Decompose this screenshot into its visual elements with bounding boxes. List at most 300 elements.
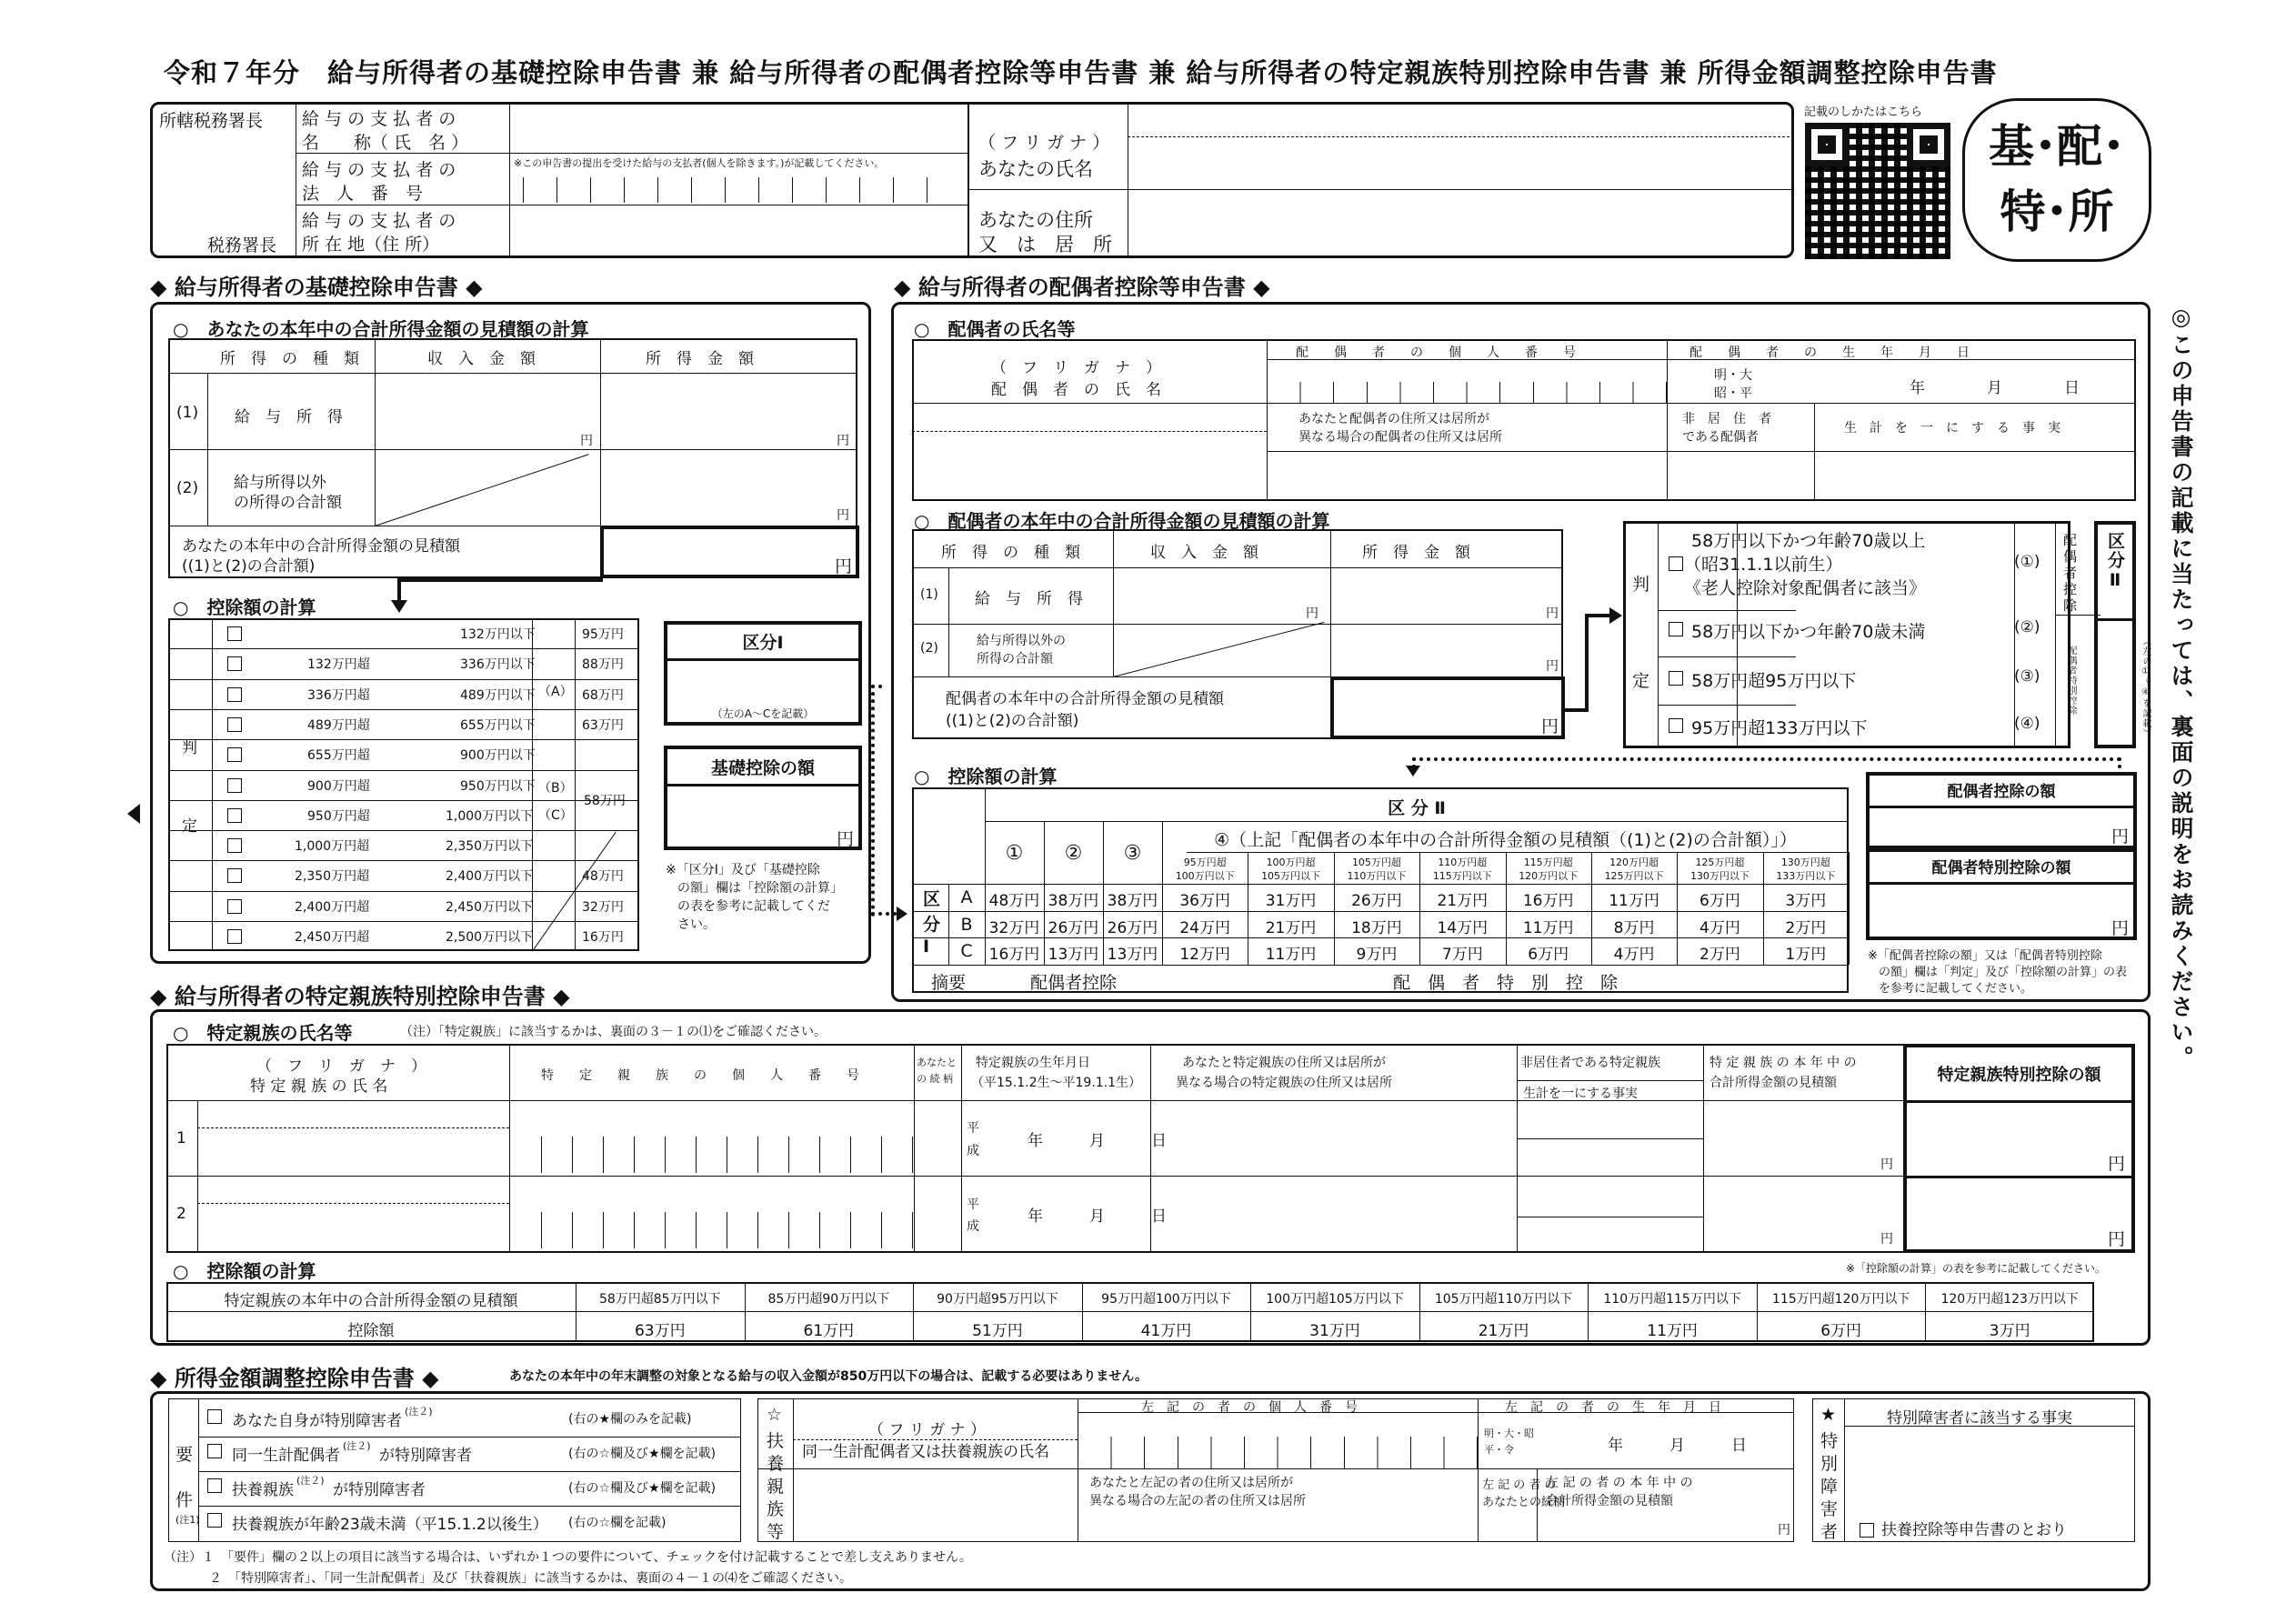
tokutei-range: 115万円超120万円以下 (1771, 1292, 1910, 1307)
your-address-label-2: 又 は 居 所 (978, 234, 1112, 255)
grid-line (912, 937, 1849, 938)
row-divider (168, 921, 639, 922)
kiso-amount-field[interactable] (669, 787, 833, 842)
spouse-check-sub: （昭31.1.1以前生） (1684, 555, 1843, 575)
judgement-checkbox[interactable] (227, 899, 242, 914)
yen-unit: 円 (2111, 827, 2130, 847)
judgement-checkbox[interactable] (227, 717, 242, 732)
yen-unit: 円 (835, 556, 853, 576)
spouse-check-no: (②) (2014, 618, 2040, 636)
spouse-row2-l2: 所得の合計額 (977, 652, 1053, 666)
tokutei-name-label: 特 定 親 族 の 氏 名 (250, 1077, 388, 1096)
tokutei-range: 58万円超85万円以下 (598, 1292, 721, 1307)
tokutei-range: 90万円超95万円以下 (937, 1292, 1058, 1307)
yen-unit: 円 (837, 434, 849, 448)
grid-line (912, 965, 1849, 966)
range-to: 2,350万円以下 (446, 839, 534, 855)
yen-unit: 円 (1880, 1157, 1893, 1172)
amt-58: 58万円 (584, 794, 626, 808)
judgement-checkbox[interactable] (227, 778, 242, 793)
adjust-rel-1: 左 記 の 者 の (1482, 1478, 1557, 1492)
grid-line (198, 1471, 741, 1472)
kubun2-field[interactable] (2100, 624, 2131, 742)
spouse-deduct-heading: ○ 控除額の計算 (914, 766, 1058, 787)
col-income: 収 入 金 額 (427, 350, 536, 368)
tokutei-range: 85万円超90万円以下 (767, 1292, 890, 1307)
deduction-cell: 32万円 (988, 919, 1040, 937)
basic-deduct-heading: ○ 控除額の計算 (173, 596, 316, 618)
grid-line (166, 1311, 2094, 1312)
spouse-arrow-head (1609, 607, 1622, 624)
spouse-row1: 給 与 所 得 (975, 590, 1083, 608)
adjust-mynumber-label: 左 記 の 者 の 個 人 番 号 (1141, 1400, 1358, 1415)
adjust-item-sup: (注２) (343, 1440, 371, 1452)
range-top: 125万円超 (1695, 857, 1745, 868)
deduction-cell: 21万円 (1437, 892, 1489, 910)
adjust-item-checkbox[interactable] (207, 1511, 229, 1529)
side-instruction: ◎この申告書の記載に当たっては、裏面の説明をお読みください。 (2168, 304, 2194, 1071)
payer-address-label-2: 所 在 地（住 所） (302, 235, 440, 255)
tokutei-birth-2: （平15.1.2生～平19.1.1生） (971, 1076, 1142, 1090)
tokutei-range: 100万円超105万円以下 (1266, 1292, 1404, 1307)
spouse-check-no: (③) (2014, 667, 2040, 686)
judgement-checkbox[interactable] (227, 929, 242, 944)
tekiyo-kojo: 配偶者控除 (1029, 973, 1117, 993)
range-from: 900万円超 (307, 778, 370, 794)
adjust-income-2: 合計所得金額の見積額 (1546, 1494, 1673, 1508)
toku-side-char: ★ (1820, 1405, 1837, 1425)
arrow-head (391, 600, 407, 613)
range-to: 900万円以下 (460, 748, 536, 764)
row-letter: A (960, 887, 973, 907)
adjust-addr-1: あなたと左記の者の住所又は居所が (1089, 1476, 1293, 1490)
deduction-amount: 63万円 (582, 717, 624, 733)
spouse-livelihood: 生 計 を 一 に す る 事 実 (1844, 421, 2060, 436)
tokutei-name-heading: ○ 特定親族の氏名等 (173, 1022, 353, 1044)
adjust-item-label2: が特別障害者 (333, 1481, 426, 1499)
deduction-cell: 1万円 (1785, 946, 1827, 964)
deduction-cell: 18万円 (1351, 919, 1402, 937)
toku-check[interactable]: 扶養控除等申告書のとおり (1860, 1517, 2067, 1539)
adjust-item-hint: (右の☆欄を記載) (568, 1516, 667, 1530)
row-divider (168, 800, 639, 801)
kiso-amount-title: 基礎控除の額 (710, 758, 815, 778)
adjust-note-2: ２ 「特別障害者」、「同一生計配偶者」及び「扶養親族」に該当するかは、裏面の４－１の⑷をご確認ください。 (209, 1571, 852, 1586)
range-from: 2,400万円超 (295, 899, 370, 915)
tokutei-amount: 61万円 (803, 1322, 855, 1340)
row-divider (168, 891, 639, 892)
kubun2-header: 区 分 Ⅱ (1388, 798, 1446, 818)
range-top: 110万円超 (1438, 857, 1488, 868)
basic-estimate-field[interactable] (600, 526, 859, 578)
tokutei-mynumber-field-1[interactable] (541, 1137, 914, 1173)
judgement-checkbox[interactable] (227, 838, 242, 853)
fuyo-side-char: 養 (767, 1454, 785, 1474)
toku-side-char: 害 (1820, 1499, 1839, 1519)
row-divider (168, 679, 639, 680)
tekiyo-tokubetsu: 配 偶 者 特 別 控 除 (1392, 973, 1618, 993)
adjust-item-label: 扶養親族 (232, 1481, 294, 1499)
yen-unit: 円 (837, 508, 849, 523)
adjust-item-label: 同一生計配偶者 (232, 1447, 340, 1465)
grid-line (198, 1506, 741, 1507)
adjust-item-label: あなた自身が特別障害者 (232, 1412, 402, 1430)
judgement-checkbox[interactable] (227, 656, 242, 671)
payer-name-label-1: 給 与 の 支 払 者 の (302, 109, 456, 129)
row2-label-1: 給与所得以外 (234, 474, 326, 492)
range-to: 2,450万円以下 (446, 899, 534, 915)
deduction-cell: 4万円 (1613, 946, 1655, 964)
tokutei-row-label: 特定親族の本年中の合計所得金額の見積額 (224, 1292, 518, 1310)
spouse-estimate-l2: ((1)と(2)の合計額) (946, 712, 1079, 730)
spouse-check-label: 58万円以下かつ年齢70歳未満 (1691, 622, 1926, 642)
tokutei-nonres: 非居住者である特定親族 (1520, 1056, 1660, 1070)
grid-line (912, 884, 1849, 885)
adjust-birth-label: 左 記 の 者 の 生 年 月 日 (1505, 1400, 1721, 1415)
spouse-check-no: (①) (2014, 553, 2040, 571)
range-to: 336万円以下 (460, 657, 536, 673)
range-to: 132万円以下 (460, 627, 536, 642)
row-letter: C (960, 941, 973, 961)
label-b: （B） (538, 781, 573, 796)
range-bottom: 105万円以下 (1261, 870, 1321, 882)
grid-line (985, 821, 1849, 822)
deduction-cell: 26万円 (1048, 919, 1099, 937)
circle-col: ③ (1123, 842, 1142, 865)
spouse-row2-no: (2) (920, 641, 938, 656)
range-bottom: 125万円以下 (1604, 870, 1664, 882)
spouse-col-shotoku: 所 得 金 額 (1362, 544, 1470, 562)
deduction-cell: 16万円 (1522, 892, 1574, 910)
adjust-item-sup: (注２) (405, 1406, 433, 1418)
adjust-item-hint: (右の☆欄及び★欄を記載) (568, 1447, 717, 1461)
kubun2-side-note: （左の①～④を記載） (2141, 636, 2151, 738)
tokutei-ymd-1: 年 月 日 (1028, 1132, 1167, 1150)
tokutei-income-2: 合計所得金額の見積額 (1709, 1076, 1837, 1090)
adjust-heading-note: あなたの本年中の年末調整の対象となる給与の収入金額が850万円以下の場合は、記載する必要はありません。 (509, 1369, 1148, 1384)
spouse-hantei-2: 定 (1632, 671, 1650, 691)
fuyo-side-char: 親 (767, 1477, 785, 1497)
spouse-note-1: ※「配偶者控除の額」又は「配偶者特別控除 (1868, 949, 2102, 963)
toku-side-char: 者 (1820, 1522, 1839, 1542)
yen-unit: 円 (1546, 606, 1559, 621)
range-from: 2,450万円超 (295, 930, 370, 945)
tokutei-amount: 21万円 (1478, 1322, 1529, 1340)
deduction-cell: 38万円 (1048, 892, 1099, 910)
deduction-cell: 2万円 (1699, 946, 1740, 964)
adjust-item-checkbox[interactable] (207, 1408, 229, 1426)
kiso-note-4: さい。 (677, 917, 716, 932)
row-divider (168, 860, 639, 861)
adjust-rel-2: あなたとの続柄 (1482, 1496, 1566, 1509)
spouse-check-label: 58万円以下かつ年齢70歳以上 (1691, 531, 1926, 551)
adjust-mynumber-field[interactable] (1078, 1437, 1478, 1468)
row-letter: B (960, 915, 973, 935)
payer-number-label-1: 給 与 の 支 払 者 の (302, 160, 456, 180)
kiso-note-1: ※「区分Ⅰ」及び「基礎控除 (666, 863, 820, 877)
range-from: 1,000万円超 (295, 839, 370, 855)
kubun1-field[interactable] (669, 664, 857, 704)
toku-side-char: 障 (1820, 1477, 1839, 1497)
spouse-arrow-2 (1585, 614, 1589, 712)
spouse-era-2: 昭・平 (1714, 386, 1752, 401)
adjust-item-checkbox[interactable] (207, 1442, 229, 1460)
tokutei-addr-2: 異なる場合の特定親族の住所又は居所 (1176, 1076, 1392, 1090)
adjust-addr-2: 異なる場合の左記の者の住所又は居所 (1089, 1494, 1306, 1508)
tokutei-amount-title: 特定親族特別控除の額 (1937, 1066, 2101, 1085)
tokutei-row-2-no: 2 (176, 1205, 186, 1223)
spouse-check-sub: 《老人控除対象配偶者に該当》 (1684, 578, 1927, 598)
judgement-checkbox[interactable] (227, 868, 242, 883)
qr-caption: 記載のしかたはこちら (1804, 105, 1923, 119)
deduction-cell: 26万円 (1351, 892, 1402, 910)
spouse-calc-heading: ○ 配偶者の本年中の合計所得金額の見積額の計算 (914, 510, 1330, 532)
kiso-note-2: の額」欄は「控除額の計算」 (677, 881, 843, 896)
heisei-1: 平 (967, 1197, 979, 1212)
deduction-cell: 6万円 (1528, 946, 1569, 964)
range-bottom: 115万円以下 (1432, 870, 1492, 882)
judgement-checkbox[interactable] (227, 808, 242, 823)
yen-unit: 円 (837, 829, 855, 849)
yen-unit: 円 (1541, 716, 1559, 736)
tokutei-mynumber-label: 特 定 親 族 の 個 人 番 号 (541, 1068, 859, 1083)
yen-unit: 円 (2108, 1154, 2126, 1174)
kiso-note-3: の表を参考に記載してくだ (677, 899, 830, 914)
spouse-name-heading: ○ 配偶者の氏名等 (914, 318, 1076, 340)
deduction-cell: 26万円 (1107, 919, 1158, 937)
grid-line (198, 1437, 741, 1438)
spouse-check-item[interactable] (1669, 667, 1690, 687)
kubun1-side-char: 区 (923, 889, 941, 909)
deduction-amount: 95万円 (582, 627, 624, 642)
spouse-check-no: (④) (2014, 715, 2040, 733)
payer-number-note: ※この申告書の提出を受けた給与の支払者(個人を除きます。)が記載してください。 (514, 157, 885, 169)
row2-no: (2) (176, 479, 199, 497)
yen-unit: 円 (1778, 1523, 1790, 1538)
tokutei-amount: 63万円 (634, 1322, 686, 1340)
yen-unit: 円 (1880, 1232, 1893, 1247)
qr-code[interactable] (1805, 123, 1950, 259)
range-to: 2,400万円以下 (446, 869, 534, 885)
kubun2-arrow-head (1406, 766, 1420, 776)
range-to: 2,500万円以下 (446, 930, 534, 945)
deduction-cell: 36万円 (1179, 892, 1230, 910)
yoken-2: 件 (175, 1490, 194, 1510)
row-divider (168, 648, 639, 649)
payer-number-field[interactable] (523, 177, 959, 203)
payer-name-label-2: 名 称（ 氏 名 ） (302, 133, 469, 153)
spouse-ymd: 年 月 日 (1910, 379, 2080, 397)
spouse-era-1: 明・大 (1714, 368, 1752, 383)
tokutei-amount: 6万円 (1820, 1322, 1862, 1340)
range-from: 336万円超 (307, 687, 370, 703)
heisei-2: 成 (967, 1219, 979, 1234)
furigana-label: （ フ リ ガ ナ ） (978, 133, 1110, 153)
deduction-cell: 14万円 (1437, 919, 1489, 937)
deduction-cell: 2万円 (1785, 919, 1827, 937)
deduction-cell: 21万円 (1265, 919, 1317, 937)
spouse-check-item[interactable] (1669, 715, 1690, 735)
tekiyo-label: 摘要 (930, 973, 966, 993)
grid-line (1849, 852, 1850, 965)
tokutei-income-1: 特 定 親 族 の 本 年 中 の (1709, 1056, 1857, 1070)
payer-address-label-1: 給 与 の 支 払 者 の (302, 211, 456, 231)
adjust-item-sup: (注２) (296, 1475, 325, 1487)
spouse-furigana: （ フ リ ガ ナ ） (991, 359, 1161, 377)
fuyo-side-char: 族 (767, 1499, 785, 1519)
spouse-mynumber-field[interactable] (1267, 382, 1667, 403)
tokutei-name-note: （注）「特定親族」に該当するかは、裏面の３－１の⑴をご確認ください。 (400, 1025, 827, 1039)
range-top: 95万円超 (1183, 857, 1227, 868)
range-bottom: 110万円以下 (1347, 870, 1407, 882)
dotted-connector (871, 685, 882, 917)
adjust-item-label2: が特別障害者 (379, 1447, 472, 1465)
tokutei-addr-1: あなたと特定親族の住所又は居所が (1182, 1056, 1386, 1070)
yen-unit: 円 (1546, 659, 1559, 674)
spouse-check-label: 95万円超133万円以下 (1691, 718, 1868, 738)
range-from: 655万円超 (307, 748, 370, 764)
col-shotoku: 所 得 金 額 (646, 350, 754, 368)
tokutei-row-1-no: 1 (176, 1129, 186, 1147)
deduction-cell: 7万円 (1441, 946, 1483, 964)
deduction-cell: 8万円 (1613, 919, 1655, 937)
deduction-cell: 13万円 (1107, 946, 1158, 964)
office-label: 所轄税務署長 (159, 111, 264, 131)
haigu-toku-side: 配偶者特別控除 (2066, 646, 2076, 716)
heisei-2: 成 (967, 1144, 979, 1158)
deduction-cell: 12万円 (1179, 946, 1230, 964)
spouse-col-kind: 所 得 の 種 類 (941, 544, 1080, 562)
spouse-check-item[interactable] (1669, 618, 1690, 638)
tokutei-range: 110万円超115万円以下 (1603, 1292, 1741, 1307)
deduction-cell: 11万円 (1522, 919, 1574, 937)
adjust-name-label: 同一生計配偶者又は扶養親族の氏名 (802, 1443, 1049, 1461)
spouse-estimate-l1: 配偶者の本年中の合計所得金額の見積額 (946, 690, 1224, 708)
adjust-item-hint: (右の★欄のみを記載) (568, 1412, 692, 1427)
your-name-label: あなたの氏名 (978, 158, 1093, 180)
range-to: 655万円以下 (460, 717, 536, 733)
payer-number-label-2: 法 人 番 号 (302, 184, 424, 204)
deduction-cell: 9万円 (1356, 946, 1398, 964)
deduction-amount: 88万円 (582, 657, 624, 673)
deduction-cell: 16万円 (988, 946, 1040, 964)
adjust-era-2: 平・令 (1484, 1444, 1514, 1456)
deduction-cell: 11万円 (1265, 946, 1317, 964)
kubun1-side-char: 分 (923, 915, 941, 935)
range-to: 950万円以下 (460, 778, 536, 794)
judgement-checkbox[interactable] (227, 687, 242, 702)
adjust-item-checkbox[interactable] (207, 1477, 229, 1495)
yen-unit: 円 (1306, 606, 1318, 621)
yen-unit: 円 (580, 434, 593, 448)
range-top: 100万円超 (1266, 857, 1316, 868)
tokutei-range: 105万円超110万円以下 (1434, 1292, 1573, 1307)
deduction-cell: 24万円 (1179, 919, 1230, 937)
range-from: 489万円超 (307, 717, 370, 733)
label-c: （C） (538, 808, 573, 823)
row-divider (168, 739, 639, 740)
range-bottom: 120万円以下 (1519, 870, 1579, 882)
deduction-amount: 48万円 (582, 869, 624, 885)
spouse-name-label: 配 偶 者 の 氏 名 (991, 381, 1161, 399)
row1-no: (1) (176, 404, 199, 422)
adjust-item-hint: (右の☆欄及び★欄を記載) (568, 1481, 717, 1496)
range-bottom: 130万円以下 (1689, 870, 1750, 882)
judgement-checkbox[interactable] (227, 747, 242, 762)
deduction-cell: 13万円 (1048, 946, 1099, 964)
fuyo-side-char: ☆ (767, 1405, 783, 1425)
spouse-nonres-1: 非 居 住 者 (1682, 412, 1771, 426)
kubun2-dotted (1412, 757, 2121, 768)
yoken-1: 要 (175, 1445, 194, 1465)
row-divider (168, 709, 639, 710)
row-divider (168, 830, 639, 831)
hantei-1: 判 (182, 739, 197, 757)
form-title: 令和７年分 給与所得者の基礎控除申告書 兼 給与所得者の配偶者控除等申告書 兼 給与所得者の特定親族特別控除申告書 兼 所得金額調整控除申告書 (164, 57, 1998, 88)
adjust-ymd: 年 月 日 (1608, 1437, 1747, 1455)
tokutei-rel-1: あなたと (917, 1057, 957, 1068)
adjust-furigana: （ フ リ ガ ナ ） (868, 1421, 987, 1439)
range-from: 2,350万円超 (295, 869, 370, 885)
adjust-item-label: 扶養親族が年齢23歳未満（平15.1.2以後生） (232, 1516, 548, 1534)
range-from: 950万円超 (307, 808, 370, 824)
judgement-checkbox[interactable] (227, 626, 242, 641)
adjust-era-1: 明・大・昭 (1484, 1428, 1534, 1439)
spouse-estimate-field[interactable] (1330, 676, 1565, 739)
deduction-cell: 38万円 (1107, 892, 1158, 910)
row-divider (168, 770, 639, 771)
tokutei-section-heading: ◆ 給与所得者の特定親族特別控除申告書 ◆ (150, 984, 570, 1009)
spouse-hantei-1: 判 (1632, 575, 1650, 595)
hantei-2: 定 (182, 817, 197, 836)
spouse-row1-no: (1) (920, 587, 938, 602)
kubun1-title: 区分Ⅰ (742, 633, 784, 653)
yen-unit: 円 (2108, 1229, 2126, 1249)
estimate-label-1: あなたの本年中の合計所得金額の見積額 (182, 537, 460, 556)
tokutei-amount: 41万円 (1140, 1322, 1192, 1340)
range-to: 489万円以下 (460, 687, 536, 703)
range-top: 115万円超 (1523, 857, 1573, 868)
deduction-cell: 6万円 (1699, 892, 1740, 910)
col-kind: 所 得 の 種 類 (220, 350, 359, 368)
heisei-1: 平 (967, 1121, 979, 1136)
kubun1-note: （左のA～Cを記載） (711, 707, 815, 720)
toku-fact-label: 特別障害者に該当する事実 (1887, 1409, 2072, 1428)
toku-side-char: 別 (1820, 1454, 1839, 1474)
tokutei-rel-2: の 続 柄 (917, 1073, 953, 1085)
grid-line (1187, 852, 1849, 853)
form-type-stamp: 基･配･ 特･所 (1962, 98, 2151, 262)
tokutei-birth-1: 特定親族の生年月日 (976, 1056, 1090, 1070)
grid-line (912, 911, 1849, 912)
tokutei-deduct-heading: ○ 控除額の計算 (173, 1260, 316, 1282)
spouse-nonres-2: である配偶者 (1682, 430, 1759, 445)
tokutei-furigana: （ フ リ ガ ナ ） (256, 1057, 426, 1076)
deduction-amount: 68万円 (582, 687, 624, 703)
tokutei-amount: 11万円 (1647, 1322, 1698, 1340)
row2-label-2: の所得の合計額 (234, 494, 342, 512)
tokutei-mynumber-field-2[interactable] (541, 1212, 914, 1248)
range-bottom: 100万円以下 (1175, 870, 1235, 882)
spouse-mynumber-label: 配 偶 者 の 個 人 番 号 (1296, 346, 1576, 360)
fuyo-side-char: 扶 (767, 1431, 785, 1451)
tokutei-amount: 31万円 (1309, 1322, 1360, 1340)
tokutei-deduct-note: ※「控除額の計算」の表を参考に記載してください。 (1846, 1262, 2107, 1275)
spouse-birth-label: 配 偶 者 の 生 年 月 日 (1689, 346, 1970, 360)
kubun2-title: 区分Ⅱ (2105, 532, 2125, 592)
estimate-label-2: ((1)と(2)の合計額) (182, 557, 316, 576)
yen-unit: 円 (2111, 918, 2130, 938)
